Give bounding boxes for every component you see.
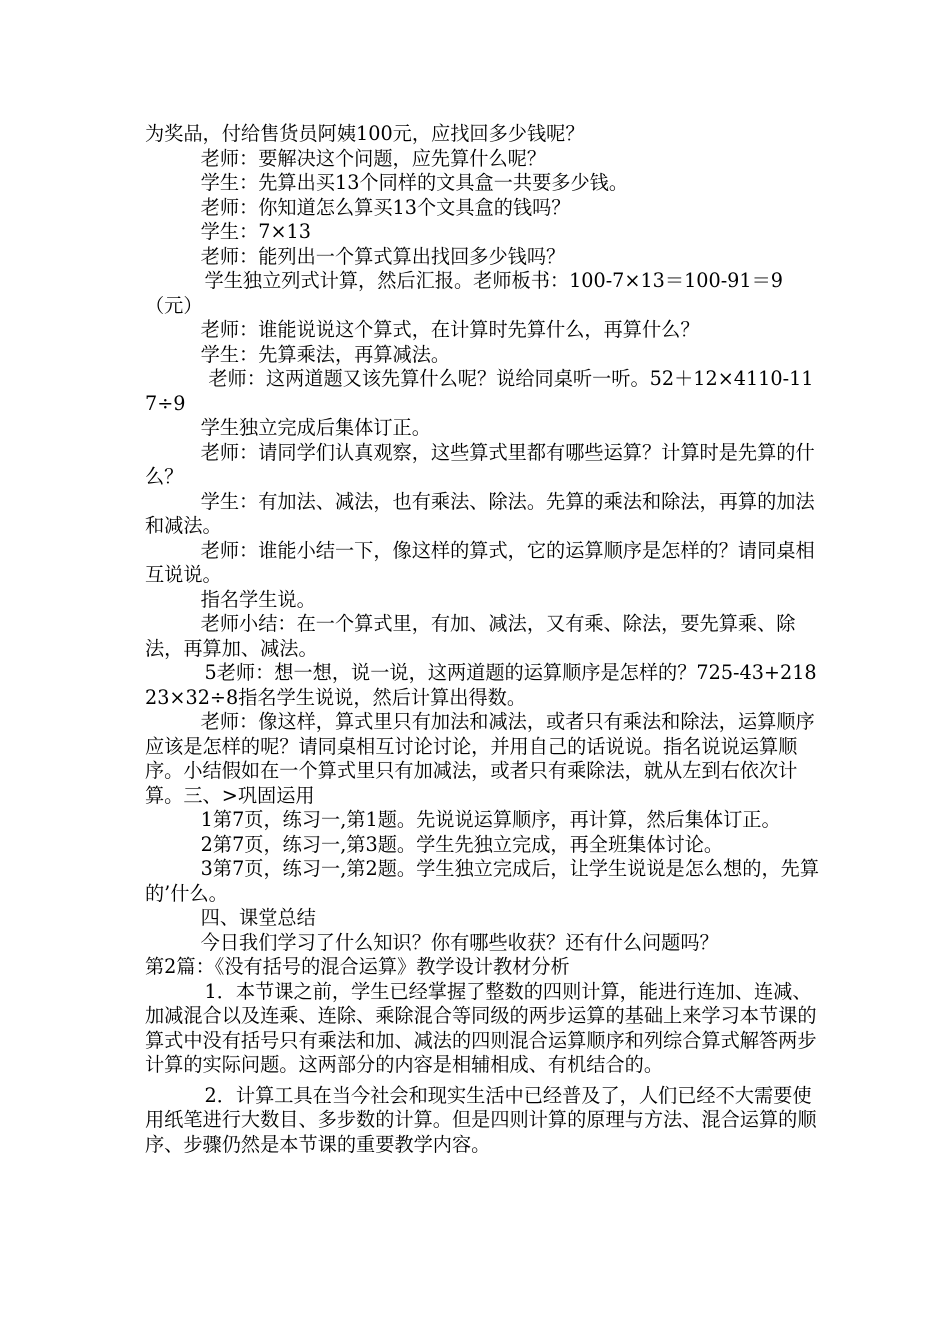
paragraph: 学生：有加法、减法，也有乘法、除法。先算的乘法和除法，再算的加法和减法。 (145, 489, 815, 537)
paragraph: 2第7页，练习一,第3题。学生先独立完成，再全班集体讨论。 (200, 832, 724, 856)
paragraph: 为奖品，付给售货员阿姨100元，应找回多少钱呢？ (145, 122, 585, 145)
paragraph: 1第7页，练习一,第1题。先说说运算顺序，再计算，然后集体订正。 (200, 808, 781, 831)
document-page (145, 122, 825, 1157)
paragraph: 学生独立列式计算，然后汇报。老师板书：100-7×13＝100-91＝9（元） (145, 269, 783, 317)
paragraph: 2．计算工具在当今社会和现实生活中已经普及了，人们已经不大需要使用纸笔进行大数目、多步数的计算。但是四则计算的原理与方法、混合运算的顺序、步骤仍然是本节课的重要教学内容。 (145, 1083, 817, 1156)
paragraph: 老师：请同学们认真观察，这些算式里都有哪些运算？计算时是先算的什么？ (145, 440, 815, 488)
paragraph: 学生独立完成后集体订正。 (200, 416, 431, 439)
paragraph: 老师小结：在一个算式里，有加、减法，又有乘、除法，要先算乘、除法，再算加、减法。 (145, 612, 796, 660)
paragraph: 老师：这两道题又该先算什么呢？说给同桌听一听。52＋12×4110-117÷9 (145, 367, 814, 415)
paragraph: 学生：先算乘法，再算减法。 (200, 342, 451, 366)
paragraph: 学生：7×13 (200, 220, 311, 243)
paragraph: 老师：谁能说说这个算式，在计算时先算什么，再算什么？ (200, 318, 700, 341)
paragraph: 1．本节课之前，学生已经掌握了整数的四则计算，能进行连加、连减、加减混合以及连乘、连除、乘除混合等同级的两步运算的基础上来学习本节课的算式中没有括号只有乘法和加、减法的四则混合运算顺序和列综合算式解答两步计算的实际问题。这两部分的内容是相辅相成、有机结合的。 (145, 979, 817, 1076)
paragraph: 5老师：想一想，说一说，这两道题的运算顺序是怎样的？725-43+21823×32÷8指名学生说说，然后计算出得数。 (145, 661, 817, 709)
chapter-heading: 第2篇：《没有括号的混合运算》教学设计教材分析 (145, 955, 570, 978)
section-heading: 四、课堂总结 (200, 906, 316, 929)
paragraph: 学生：先算出买13个同样的文具盒一共要多少钱。 (200, 171, 629, 194)
paragraph: 指名学生说。 (200, 587, 316, 611)
paragraph: 3第7页，练习一,第2题。学生独立完成后，让学生说说是怎么想的，先算的’什么。 (145, 857, 820, 905)
paragraph: 今日我们学习了什么知识？你有哪些收获？还有什么问题吗？ (200, 930, 719, 954)
paragraph: 老师：你知道怎么算买13个文具盒的钱吗？ (200, 195, 571, 219)
paragraph: 老师：谁能小结一下，像这样的算式，它的运算顺序是怎样的？请同桌相互说说。 (145, 538, 815, 586)
paragraph: 老师：要解决这个问题，应先算什么呢？ (200, 146, 547, 170)
paragraph: 老师：能列出一个算式算出找回多少钱吗？ (200, 244, 566, 268)
paragraph: 老师：像这样，算式里只有加法和减法，或者只有乘法和除法，运算顺序应该是怎样的呢？请同桌相互讨论讨论，并用自己的话说说。指名说说运算顺序。小结假如在一个算式里只有加减法，或者只有乘除法，就从左到右依次计算。三、>巩固运用 (145, 710, 815, 807)
